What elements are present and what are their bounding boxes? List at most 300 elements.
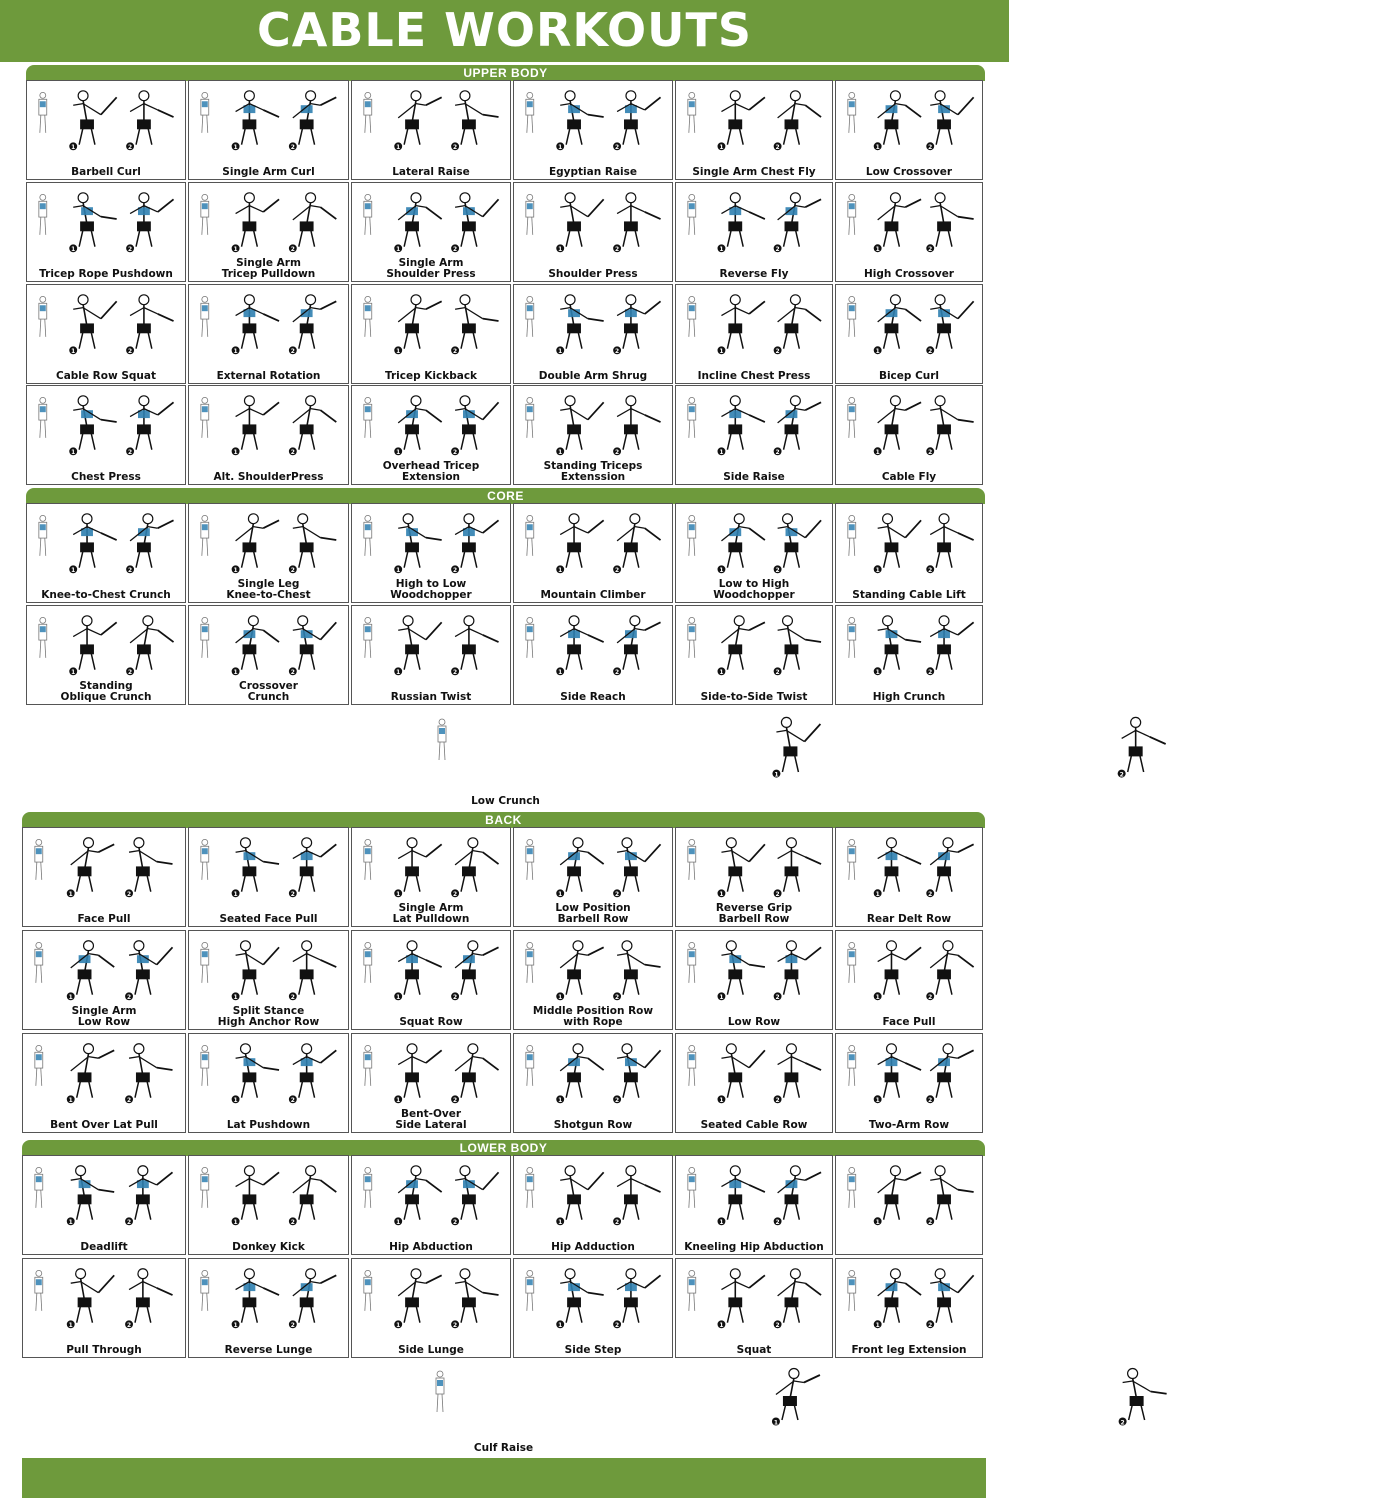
svg-text:2: 2 xyxy=(290,247,295,254)
exercise-label: Donkey Kick xyxy=(232,1241,305,1253)
exercise-card-single-arm-curl xyxy=(188,80,349,180)
svg-text:1: 1 xyxy=(719,1098,724,1105)
svg-text:2: 2 xyxy=(453,1323,458,1330)
svg-text:2: 2 xyxy=(615,1323,620,1330)
svg-text:2: 2 xyxy=(775,568,780,575)
exercise-label: Single Arm Lat Pulldown xyxy=(392,902,470,925)
exercise-illustration xyxy=(676,606,832,686)
exercise-card-cable-row-squat xyxy=(26,284,186,384)
exercise-label: Barbell Curl xyxy=(71,166,141,178)
exercise-illustration xyxy=(23,828,185,908)
exercise-label: Standing Triceps Extenssion xyxy=(543,460,643,483)
svg-text:2: 2 xyxy=(453,995,458,1002)
poster-title: CABLE WORKOUTS xyxy=(257,3,752,57)
svg-text:1: 1 xyxy=(396,995,401,1002)
exercise-label: Side Raise xyxy=(723,471,785,483)
svg-text:1: 1 xyxy=(396,1323,401,1330)
exercise-card-middle-position-row-with-rope xyxy=(513,930,673,1030)
svg-text:2: 2 xyxy=(775,995,780,1002)
svg-text:2: 2 xyxy=(126,892,132,899)
exercise-illustration xyxy=(514,606,672,686)
svg-text:2: 2 xyxy=(453,247,458,254)
exercise-illustration xyxy=(352,504,510,584)
exercise-illustration xyxy=(23,1034,185,1114)
exercise-label: Single Leg Knee-to-Chest xyxy=(226,578,311,601)
exercise-card-side-lunge xyxy=(351,1258,511,1358)
exercise-illustration xyxy=(836,1156,982,1236)
svg-text:2: 2 xyxy=(126,1323,132,1330)
exercise-card-standing-oblique-crunch xyxy=(26,605,186,705)
exercise-label: High Crunch xyxy=(872,691,946,703)
exercise-illustration xyxy=(27,504,185,584)
exercise-card-side-reach xyxy=(513,605,673,705)
svg-text:1: 1 xyxy=(558,892,563,899)
exercise-card-seated-cable-row xyxy=(675,1033,833,1133)
exercise-illustration xyxy=(189,1156,348,1236)
exercise-label: Reverse Fly xyxy=(719,268,789,280)
svg-text:1: 1 xyxy=(875,568,880,575)
exercise-illustration xyxy=(514,285,672,365)
footer-bar xyxy=(22,1458,986,1498)
exercise-label: Split Stance High Anchor Row xyxy=(217,1005,320,1028)
exercise-illustration xyxy=(836,606,982,686)
svg-text:1: 1 xyxy=(233,247,238,254)
svg-text:2: 2 xyxy=(453,1098,458,1105)
exercise-label: High Crossover xyxy=(864,268,954,280)
exercise-illustration xyxy=(27,606,185,686)
svg-text:2: 2 xyxy=(615,995,620,1002)
svg-text:2: 2 xyxy=(775,145,780,152)
svg-text:1: 1 xyxy=(719,1220,724,1227)
exercise-card-unlabeled xyxy=(835,1155,983,1255)
exercise-label: Face Pull xyxy=(882,1016,936,1028)
svg-text:2: 2 xyxy=(290,995,295,1002)
exercise-label: Kneeling Hip Abduction xyxy=(684,1241,824,1253)
exercise-label: Squat Row xyxy=(399,1016,463,1028)
svg-text:1: 1 xyxy=(71,568,76,575)
exercise-card-crossover-crunch xyxy=(188,605,349,705)
section-header-core: CORE xyxy=(26,488,985,504)
exercise-card-low-to-high-woodchopper xyxy=(675,503,833,603)
exercise-card-lateral-raise xyxy=(351,80,511,180)
svg-text:1: 1 xyxy=(875,670,880,677)
exercise-card-front-leg-extension xyxy=(835,1258,983,1358)
svg-text:2: 2 xyxy=(290,892,295,899)
svg-text:1: 1 xyxy=(719,568,724,575)
svg-text:1: 1 xyxy=(558,1098,563,1105)
svg-text:1: 1 xyxy=(233,568,238,575)
exercise-illustration xyxy=(189,931,348,1011)
exercise-card-reverse-fly xyxy=(675,182,833,282)
exercise-illustration xyxy=(23,1259,185,1339)
svg-text:1: 1 xyxy=(396,349,401,356)
exercise-label: Tricep Rope Pushdown xyxy=(39,268,173,280)
svg-text:2: 2 xyxy=(928,892,933,899)
exercise-illustration xyxy=(514,828,672,908)
exercise-label: Seated Cable Row xyxy=(700,1119,808,1131)
exercise-card-low-crunch xyxy=(26,708,1124,808)
svg-text:2: 2 xyxy=(290,1220,295,1227)
exercise-illustration xyxy=(676,1034,832,1114)
exercise-illustration xyxy=(27,386,185,466)
svg-text:1: 1 xyxy=(233,1323,238,1330)
exercise-card-single-arm-low-row xyxy=(22,930,186,1030)
exercise-label: Lateral Raise xyxy=(392,166,470,178)
exercise-label: Alt. ShoulderPress xyxy=(213,471,324,483)
exercise-label: Low Row xyxy=(727,1016,781,1028)
svg-text:1: 1 xyxy=(558,247,563,254)
exercise-card-seated-face-pull xyxy=(188,827,349,927)
svg-text:2: 2 xyxy=(615,892,620,899)
exercise-label: Chest Press xyxy=(71,471,141,483)
svg-text:2: 2 xyxy=(775,1323,780,1330)
svg-text:2: 2 xyxy=(775,349,780,356)
exercise-illustration xyxy=(189,81,348,161)
exercise-illustration xyxy=(352,828,510,908)
exercise-card-reverse-lunge xyxy=(188,1258,349,1358)
exercise-card-pull-through xyxy=(22,1258,186,1358)
svg-text:2: 2 xyxy=(453,892,458,899)
exercise-illustration xyxy=(836,183,982,263)
svg-text:1: 1 xyxy=(719,247,724,254)
exercise-label: High to Low Woodchopper xyxy=(390,578,472,601)
exercise-illustration xyxy=(189,1034,348,1114)
exercise-illustration xyxy=(676,183,832,263)
svg-text:2: 2 xyxy=(775,450,780,457)
svg-text:2: 2 xyxy=(290,670,295,677)
svg-text:2: 2 xyxy=(290,450,295,457)
svg-text:1: 1 xyxy=(558,1323,563,1330)
svg-text:2: 2 xyxy=(928,1098,933,1105)
svg-text:2: 2 xyxy=(775,892,780,899)
exercise-illustration xyxy=(676,285,832,365)
exercise-card-chest-press xyxy=(26,385,186,485)
exercise-card-side-to-side-twist xyxy=(675,605,833,705)
exercise-label: Standing Oblique Crunch xyxy=(60,680,152,703)
exercise-card-donkey-kick xyxy=(188,1155,349,1255)
svg-text:2: 2 xyxy=(928,1323,933,1330)
svg-text:1: 1 xyxy=(875,892,880,899)
svg-text:2: 2 xyxy=(928,1220,933,1227)
svg-text:1: 1 xyxy=(71,247,76,254)
exercise-illustration xyxy=(352,386,510,466)
svg-text:2: 2 xyxy=(126,1098,132,1105)
exercise-card-shotgun-row xyxy=(513,1033,673,1133)
exercise-illustration xyxy=(836,1259,982,1339)
exercise-label: Egyptian Raise xyxy=(548,166,638,178)
svg-text:2: 2 xyxy=(928,568,933,575)
exercise-label: Hip Abduction xyxy=(389,1241,473,1253)
svg-text:2: 2 xyxy=(128,349,133,356)
svg-text:2: 2 xyxy=(775,1098,780,1105)
exercise-illustration xyxy=(23,931,185,1011)
svg-text:1: 1 xyxy=(558,1220,563,1227)
svg-text:2: 2 xyxy=(775,247,780,254)
exercise-label: Low Crunch xyxy=(471,795,540,807)
exercise-illustration xyxy=(426,708,1385,788)
svg-text:1: 1 xyxy=(719,349,724,356)
exercise-label: Bent-Over Side Lateral xyxy=(395,1108,467,1131)
svg-text:1: 1 xyxy=(396,247,401,254)
svg-text:1: 1 xyxy=(719,145,724,152)
exercise-label: Shoulder Press xyxy=(548,268,638,280)
exercise-illustration xyxy=(676,81,832,161)
svg-text:2: 2 xyxy=(615,349,620,356)
svg-text:1: 1 xyxy=(396,568,401,575)
svg-text:1: 1 xyxy=(558,670,563,677)
exercise-card-single-leg-knee-to-chest xyxy=(188,503,349,603)
exercise-illustration xyxy=(836,931,982,1011)
svg-text:1: 1 xyxy=(71,349,76,356)
exercise-illustration xyxy=(189,183,348,263)
svg-text:2: 2 xyxy=(290,349,295,356)
svg-text:2: 2 xyxy=(1120,1419,1125,1427)
exercise-card-kneeling-hip-abduction xyxy=(675,1155,833,1255)
svg-text:1: 1 xyxy=(396,670,401,677)
exercise-label: Bicep Curl xyxy=(878,370,940,382)
exercise-card-low-position-barbell-row xyxy=(513,827,673,927)
svg-text:2: 2 xyxy=(128,247,133,254)
exercise-label: Cable Fly xyxy=(881,471,937,483)
exercise-card-standing-triceps-extenssion xyxy=(513,385,673,485)
exercise-illustration xyxy=(352,183,510,263)
svg-text:1: 1 xyxy=(396,1098,401,1105)
svg-text:1: 1 xyxy=(71,450,76,457)
svg-text:1: 1 xyxy=(68,1098,73,1105)
exercise-card-single-arm-tricep-pulldown xyxy=(188,182,349,282)
exercise-label: Culf Raise xyxy=(473,1442,534,1454)
exercise-label: Side Lunge xyxy=(398,1344,464,1356)
svg-text:2: 2 xyxy=(128,670,133,677)
exercise-card-mountain-climber xyxy=(513,503,673,603)
svg-text:2: 2 xyxy=(775,670,780,677)
exercise-card-bent-over-lat-pull xyxy=(22,1033,186,1133)
exercise-card-bicep-curl xyxy=(835,284,983,384)
exercise-card-hip-adduction xyxy=(513,1155,673,1255)
exercise-label: Deadlift xyxy=(80,1241,128,1253)
exercise-card-knee-to-chest-crunch xyxy=(26,503,186,603)
exercise-illustration xyxy=(352,1034,510,1114)
exercise-card-shoulder-press xyxy=(513,182,673,282)
exercise-card-single-arm-chest-fly xyxy=(675,80,833,180)
exercise-label: Seated Face Pull xyxy=(219,913,318,925)
svg-text:2: 2 xyxy=(928,145,933,152)
section-header-upper-body: UPPER BODY xyxy=(26,65,985,81)
exercise-illustration xyxy=(676,1156,832,1236)
svg-text:2: 2 xyxy=(290,145,295,152)
exercise-card-reverse-grip-barbell-row xyxy=(675,827,833,927)
exercise-illustration xyxy=(352,285,510,365)
svg-text:1: 1 xyxy=(233,450,238,457)
exercise-card-face-pull xyxy=(22,827,186,927)
svg-text:1: 1 xyxy=(233,995,238,1002)
exercise-card-standing-cable-lift xyxy=(835,503,983,603)
svg-text:1: 1 xyxy=(875,995,880,1002)
exercise-label: Side-to-Side Twist xyxy=(700,691,808,703)
exercise-illustration xyxy=(352,1156,510,1236)
exercise-card-high-crossover xyxy=(835,182,983,282)
exercise-illustration xyxy=(352,931,510,1011)
svg-text:2: 2 xyxy=(775,1220,780,1227)
svg-text:2: 2 xyxy=(453,670,458,677)
svg-text:2: 2 xyxy=(290,1323,295,1330)
svg-text:1: 1 xyxy=(558,568,563,575)
exercise-label: Single Arm Shoulder Press xyxy=(386,257,476,280)
exercise-card-egyptian-raise xyxy=(513,80,673,180)
svg-text:2: 2 xyxy=(928,349,933,356)
exercise-illustration xyxy=(189,1259,348,1339)
svg-text:1: 1 xyxy=(71,670,76,677)
svg-text:1: 1 xyxy=(558,349,563,356)
svg-text:1: 1 xyxy=(68,1323,73,1330)
exercise-card-two-arm-row xyxy=(835,1033,983,1133)
svg-text:2: 2 xyxy=(615,568,620,575)
exercise-illustration xyxy=(27,183,185,263)
exercise-card-lat-pushdown xyxy=(188,1033,349,1133)
svg-text:1: 1 xyxy=(233,892,238,899)
svg-text:2: 2 xyxy=(453,145,458,152)
exercise-illustration xyxy=(514,81,672,161)
exercise-illustration xyxy=(352,606,510,686)
svg-text:2: 2 xyxy=(128,568,133,575)
exercise-card-side-step xyxy=(513,1258,673,1358)
exercise-illustration xyxy=(676,386,832,466)
svg-text:2: 2 xyxy=(928,995,933,1002)
exercise-label: Tricep Kickback xyxy=(384,370,478,382)
svg-text:2: 2 xyxy=(615,1098,620,1105)
exercise-illustration xyxy=(514,931,672,1011)
svg-text:1: 1 xyxy=(875,145,880,152)
svg-text:1: 1 xyxy=(719,892,724,899)
exercise-card-bent-over-side-lateral xyxy=(351,1033,511,1133)
exercise-label: Double Arm Shrug xyxy=(538,370,648,382)
exercise-label: Overhead Tricep Extension xyxy=(382,460,480,483)
exercise-card-deadlift xyxy=(22,1155,186,1255)
exercise-illustration xyxy=(514,1259,672,1339)
svg-text:1: 1 xyxy=(558,995,563,1002)
svg-text:1: 1 xyxy=(875,1323,880,1330)
exercise-label: Bent Over Lat Pull xyxy=(50,1119,158,1131)
svg-text:1: 1 xyxy=(233,145,238,152)
exercise-label: Two-Arm Row xyxy=(868,1119,950,1131)
svg-text:2: 2 xyxy=(290,568,295,575)
svg-text:1: 1 xyxy=(233,670,238,677)
svg-text:2: 2 xyxy=(453,568,458,575)
svg-text:2: 2 xyxy=(615,450,620,457)
exercise-label: Lat Pushdown xyxy=(226,1119,311,1131)
exercise-card-squat-row xyxy=(351,930,511,1030)
exercise-label: Low Crossover xyxy=(865,166,953,178)
exercise-label: Face Pull xyxy=(77,913,131,925)
section-header-back: BACK xyxy=(22,812,985,828)
exercise-card-external-rotation xyxy=(188,284,349,384)
svg-text:1: 1 xyxy=(396,1220,401,1227)
svg-text:2: 2 xyxy=(615,670,620,677)
exercise-illustration xyxy=(23,1156,185,1236)
exercise-label: Incline Chest Press xyxy=(697,370,811,382)
svg-text:1: 1 xyxy=(396,145,401,152)
exercise-card-tricep-rope-pushdown xyxy=(26,182,186,282)
svg-text:1: 1 xyxy=(719,1323,724,1330)
exercise-illustration xyxy=(836,386,982,466)
svg-text:1: 1 xyxy=(233,1220,238,1227)
exercise-card-cable-fly xyxy=(835,385,983,485)
svg-text:1: 1 xyxy=(233,1098,238,1105)
exercise-label: Hip Adduction xyxy=(551,1241,635,1253)
svg-text:1: 1 xyxy=(71,145,76,152)
exercise-illustration xyxy=(352,81,510,161)
svg-text:1: 1 xyxy=(875,1098,880,1105)
svg-text:1: 1 xyxy=(875,247,880,254)
exercise-illustration xyxy=(189,828,348,908)
exercise-illustration xyxy=(27,81,185,161)
exercise-label: Russian Twist xyxy=(390,691,472,703)
svg-text:1: 1 xyxy=(68,892,73,899)
exercise-card-single-arm-shoulder-press xyxy=(351,182,511,282)
svg-text:2: 2 xyxy=(453,349,458,356)
svg-text:1: 1 xyxy=(875,349,880,356)
svg-text:1: 1 xyxy=(558,450,563,457)
exercise-card-overhead-tricep-extension xyxy=(351,385,511,485)
svg-text:1: 1 xyxy=(875,1220,880,1227)
exercise-label: Middle Position Row with Rope xyxy=(532,1005,654,1028)
svg-text:1: 1 xyxy=(68,1220,73,1227)
section-header-lower-body: LOWER BODY xyxy=(22,1140,985,1156)
svg-text:1: 1 xyxy=(719,670,724,677)
svg-text:1: 1 xyxy=(773,1419,778,1427)
exercise-illustration xyxy=(189,606,348,686)
exercise-label: Pull Through xyxy=(66,1344,142,1356)
svg-text:2: 2 xyxy=(615,247,620,254)
exercise-illustration xyxy=(676,504,832,584)
exercise-card-rear-delt-row xyxy=(835,827,983,927)
svg-text:2: 2 xyxy=(615,1220,620,1227)
exercise-card-barbell-curl xyxy=(26,80,186,180)
exercise-card-tricep-kickback xyxy=(351,284,511,384)
exercise-illustration xyxy=(27,285,185,365)
exercise-illustration xyxy=(836,81,982,161)
exercise-card-alt-shoulderpress xyxy=(188,385,349,485)
exercise-label: External Rotation xyxy=(216,370,321,382)
exercise-card-split-stance-high-anchor-row xyxy=(188,930,349,1030)
svg-text:1: 1 xyxy=(719,995,724,1002)
exercise-illustration xyxy=(676,828,832,908)
exercise-label: Rear Delt Row xyxy=(866,913,952,925)
exercise-illustration xyxy=(514,504,672,584)
exercise-label: Crossover Crunch xyxy=(239,680,298,703)
exercise-label: Single Arm Low Row xyxy=(71,1005,137,1028)
exercise-label: Single Arm Chest Fly xyxy=(692,166,816,178)
exercise-illustration xyxy=(514,1156,672,1236)
exercise-card-incline-chest-press xyxy=(675,284,833,384)
svg-text:1: 1 xyxy=(773,771,779,779)
svg-text:2: 2 xyxy=(453,450,458,457)
exercise-label: Shotgun Row xyxy=(553,1119,633,1131)
exercise-card-face-pull xyxy=(835,930,983,1030)
svg-text:1: 1 xyxy=(68,995,73,1002)
svg-text:2: 2 xyxy=(290,1098,295,1105)
svg-text:2: 2 xyxy=(128,450,133,457)
exercise-label: Cable Row Squat xyxy=(56,370,156,382)
exercise-label: Reverse Lunge xyxy=(224,1344,313,1356)
exercise-card-low-row xyxy=(675,930,833,1030)
exercise-card-russian-twist xyxy=(351,605,511,705)
exercise-card-high-crunch xyxy=(835,605,983,705)
exercise-illustration xyxy=(352,1259,510,1339)
svg-text:2: 2 xyxy=(126,995,132,1002)
exercise-label: Side Step xyxy=(564,1344,622,1356)
exercise-card-side-raise xyxy=(675,385,833,485)
